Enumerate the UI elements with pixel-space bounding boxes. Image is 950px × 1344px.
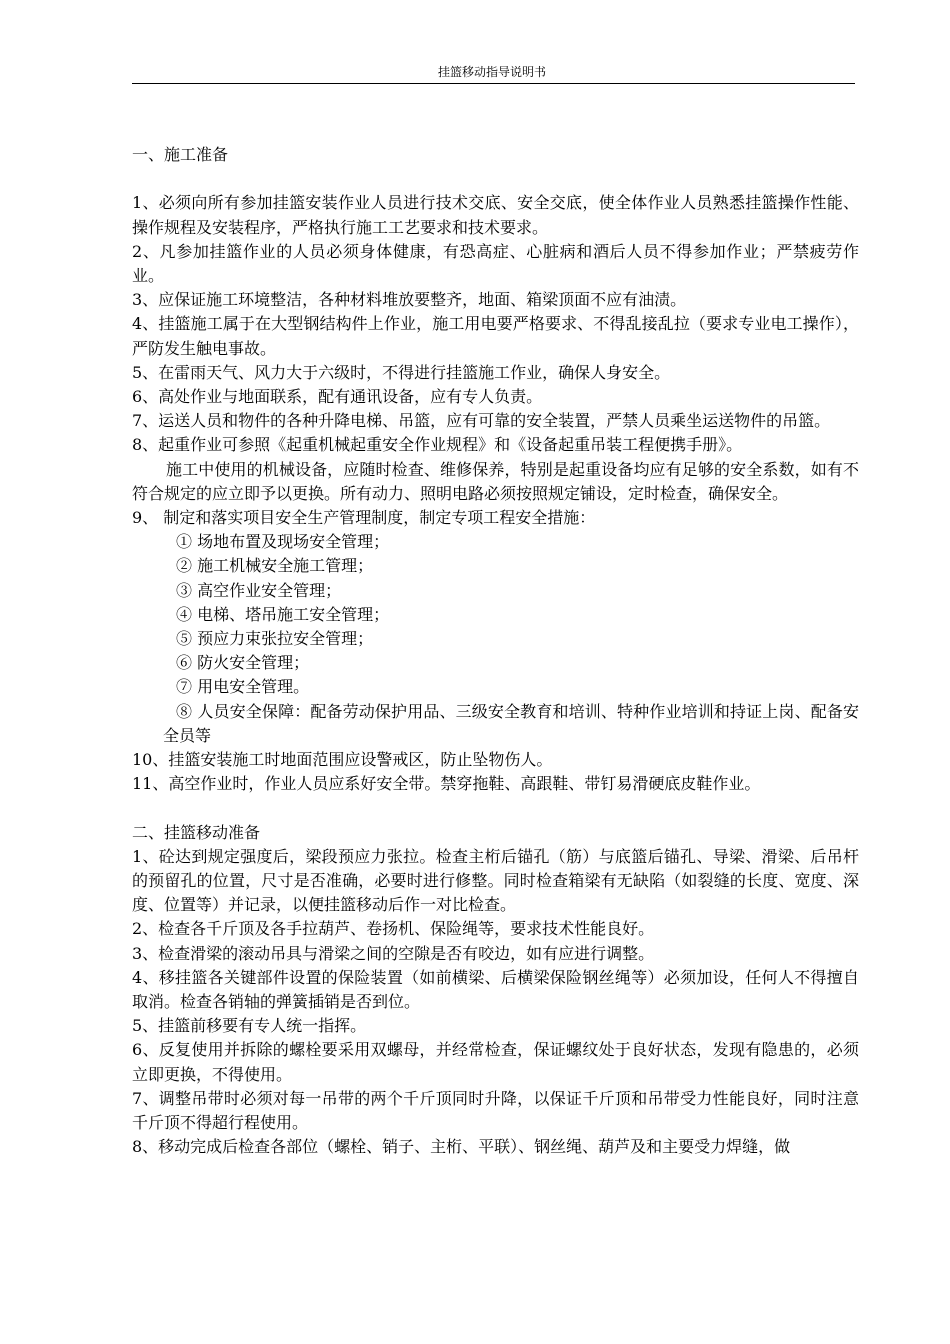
section-2-item-5: 5、挂篮前移要有专人统一指挥。 — [132, 1016, 367, 1036]
section-1-item-1: 1、必须向所有参加挂篮安装作业人员进行技术交底、安全交底，使全体作业人员熟悉挂篮操作性能、操作规程及安装程序，严格执行施工工艺要求和技术要求。 — [132, 193, 859, 237]
sub-item-4: ④ 电梯、塔吊施工安全管理； — [176, 604, 390, 624]
section-1-item-8: 8、起重作业可参照《起重机械起重安全作业规程》和《设备起重吊装工程便携手册》。 — [132, 435, 743, 455]
document-body — [132, 143, 859, 1160]
sub-item-8: ⑧ 人员安全保障：配备劳动保护用品、三级安全教育和培训、特种作业培训和持证上岗、配备安全员等 — [163, 701, 859, 745]
sub-item-2: ② 施工机械安全施工管理； — [176, 556, 374, 576]
section-1-note: 施工中使用的机械设备，应随时检查、维修保养，特别是起重设备均应有足够的安全系数，如有不符合规定的应立即予以更换。所有动力、照明电路必须按照规定铺设，定时检查，确保安全。 — [132, 459, 859, 503]
spacer — [132, 167, 859, 191]
section-1-item-3: 3、应保证施工环境整洁，各种材料堆放要整齐，地面、箱梁顶面不应有油渍。 — [132, 290, 687, 310]
sub-item-5: ⑤ 预应力束张拉安全管理； — [176, 629, 374, 649]
sub-item-7: ⑦ 用电安全管理。 — [176, 677, 310, 697]
section-1-item-9: 9、 制定和落实项目安全生产管理制度，制定专项工程安全措施： — [132, 508, 596, 528]
section-2-heading: 二、挂篮移动准备 — [132, 822, 261, 842]
spacer — [132, 796, 859, 820]
section-1-item-2: 2、凡参加挂篮作业的人员必须身体健康，有恐高症、心脏病和酒后人员不得参加作业；严禁疲劳作业。 — [132, 241, 859, 285]
section-2-item-6: 6、反复使用并拆除的螺栓要采用双螺母，并经常检查，保证螺纹处于良好状态，发现有隐患的，必须立即更换，不得使用。 — [132, 1040, 859, 1084]
section-1-item-7: 7、运送人员和物件的各种升降电梯、吊篮，应有可靠的安全装置，严禁人员乘坐运送物件的吊篮。 — [132, 411, 831, 431]
running-header-title: 挂篮移动指导说明书 — [437, 65, 546, 79]
section-1-item-5: 5、在雷雨天气、风力大于六级时，不得进行挂篮施工作业，确保人身安全。 — [132, 362, 671, 382]
sub-item-3: ③ 高空作业安全管理； — [176, 580, 342, 600]
sub-item-1: ① 场地布置及现场安全管理； — [176, 532, 390, 552]
section-2-item-2: 2、检查各千斤顶及各手拉葫芦、卷扬机、保险绳等，要求技术性能良好。 — [132, 919, 655, 939]
header-divider — [132, 83, 855, 84]
section-2-item-8: 8、移动完成后检查各部位（螺栓、销子、主桁、平联）、钢丝绳、葫芦及和主要受力焊缝，做 — [132, 1137, 791, 1157]
section-2-item-7: 7、调整吊带时必须对每一吊带的两个千斤顶同时升降，以保证千斤顶和吊带受力性能良好，同时注意千斤顶不得超行程使用。 — [132, 1088, 859, 1133]
section-1-item-6: 6、高处作业与地面联系，配有通讯设备，应有专人负责。 — [132, 387, 543, 407]
section-1-item-10: 10、挂篮安装施工时地面范围应设警戒区，防止坠物伤人。 — [132, 750, 553, 770]
section-1-item-4: 4、挂篮施工属于在大型钢结构件上作业，施工用电要严格要求、不得乱接乱拉（要求专业电工操作），严防发生触电事故。 — [132, 314, 859, 358]
section-2-item-1: 1、砼达到规定强度后，梁段预应力张拉。检查主桁后锚孔（筋）与底篮后锚孔、导梁、滑梁、后吊杆的预留孔的位置，尺寸是否准确，必要时进行修整。同时检查箱梁有无缺陷（如裂缝的长度、宽度、深度、位置等）并记录，以便挂篮移动后作一对比检查。 — [132, 846, 859, 915]
section-1-heading: 一、施工准备 — [132, 145, 229, 164]
section-1-item-11: 11、高空作业时，作业人员应系好安全带。禁穿拖鞋、高跟鞋、带钉易滑硬底皮鞋作业。 — [132, 774, 761, 794]
section-2-item-3: 3、检查滑梁的滚动吊具与滑梁之间的空隙是否有咬边，如有应进行调整。 — [132, 943, 655, 963]
sub-item-6: ⑥ 防火安全管理； — [176, 653, 310, 673]
section-2-item-4: 4、移挂篮各关键部件设置的保险装置（如前横梁、后横梁保险钢丝绳等）必须加设，任何人不得擅自取消。检查各销轴的弹簧插销是否到位。 — [132, 967, 859, 1012]
